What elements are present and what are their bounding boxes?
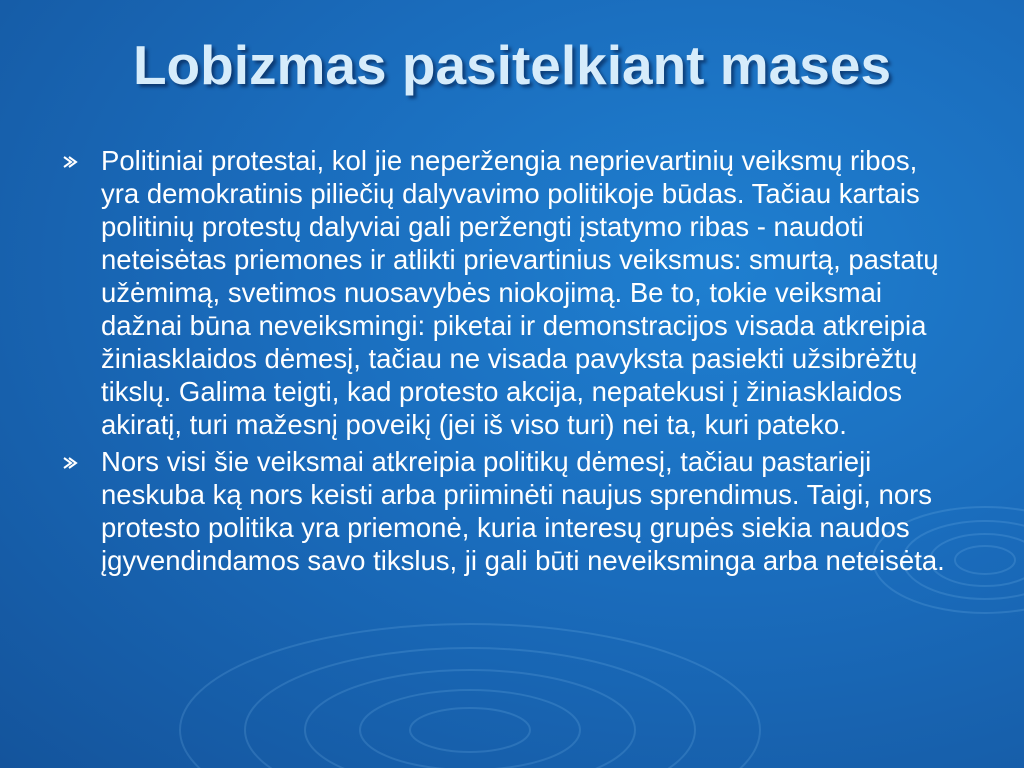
arrow-bullet-icon	[62, 456, 78, 470]
bullet-list	[62, 144, 962, 581]
arrow-bullet-icon	[62, 155, 78, 169]
bullet-item	[62, 144, 962, 441]
slide-title: Lobizmas pasitelkiant mases	[132, 34, 892, 96]
bullet-item	[62, 445, 962, 577]
bullet-text: Nors visi šie veiksmai atkreipia politikų dėmesį, tačiau pastarieji neskuba ką nors keisti arba priiminėti naujus sprendimus. Taigi, nors protesto politika yra priemonė, kuria interesų grupės siekia naudos įgyvendindamos savo tikslus, ji gali būti neveiksminga arba neteisėta.	[101, 446, 945, 576]
bullet-text: Politiniai protestai, kol jie neperžengia neprievartinių veiksmų ribos, yra demokratinis piliečių dalyvavimo politikoje būdas. Tačiau kartais politinių protestų dalyviai gali peržengti įstatymo ribas - naudoti neteisėtas priemones ir atlikti prievartinius veiksmus: smurtą, pastatų užėmimą, svetimos nuosavybės niokojimą. Be to, tokie veiksmai dažnai būna neveiksmingi: piketai ir demonstracijos visada atkreipia žiniasklaidos dėmesį, tačiau ne visada pavyksta pasiekti užsibrėžtų tikslų. Galima teigti, kad protesto akcija, nepatekusi į žiniasklaidos akiratį, turi mažesnį poveikį (jei iš viso turi) nei ta, kuri pateko.	[101, 145, 939, 440]
